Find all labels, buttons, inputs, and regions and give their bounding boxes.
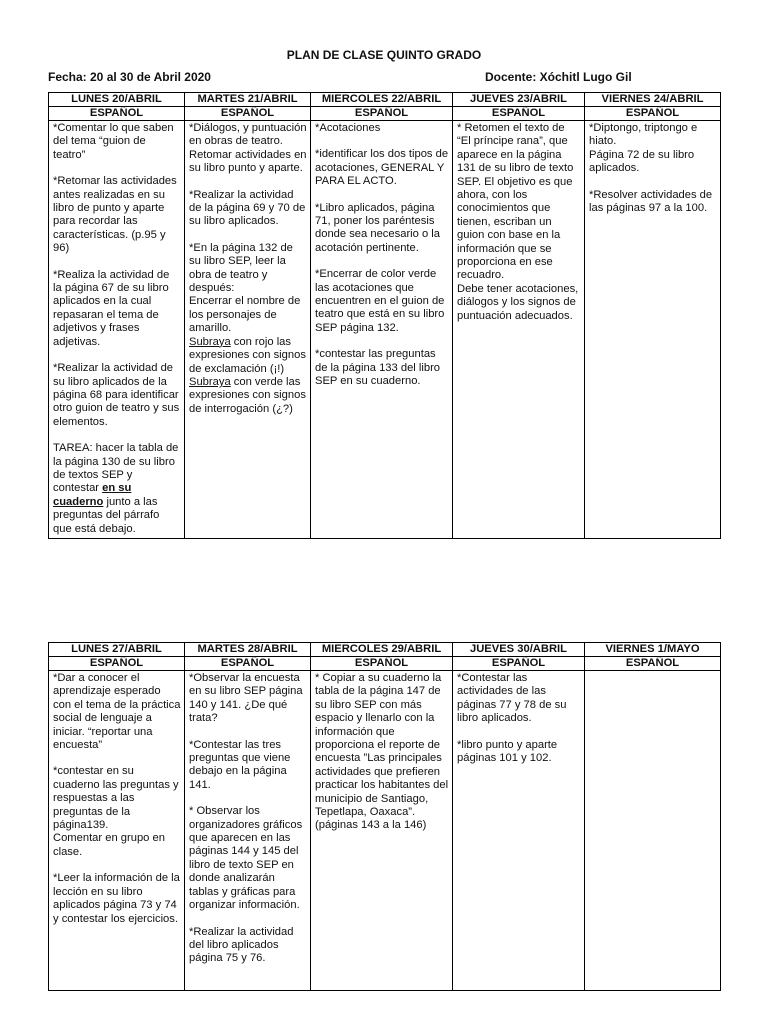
activity-text-part: con verde las expresiones con signos de interrogación (¿?) [189,375,306,415]
activity-text: *Realizar la actividad de la página 69 y 70 de su libro aplicados. [189,188,306,228]
subject-header: ESPAÑOL [311,657,453,671]
day-header-row [49,643,721,657]
activity-text: *Resolver actividades de las páginas 97 a la 100. [589,188,713,215]
activities-cell-jueves-30 [453,671,585,991]
activity-text: *Comentar lo que saben del tema “guion de teatro” [53,122,174,161]
subject-row [49,107,721,121]
homework-text [53,442,181,536]
homework-text-part: TAREA: hacer la tabla de la página 130 de su libro de textos SEP y contestar [53,442,179,495]
activities-cell-lunes-20 [49,121,185,539]
activity-text: *Acotaciones [315,122,381,134]
subject-row [49,657,721,671]
day-header: MARTES 28/ABRIL [185,643,311,657]
page-title: PLAN DE CLASE QUINTO GRADO [286,48,482,62]
activities-row [49,121,721,539]
activity-text: * Observar los organizadores gráficos que aparecen en las páginas 144 y 145 del libro de texto SEP en donde analizarán tablas y gráficas para organizar información. [189,805,303,912]
activity-text: *Observar la encuesta en su libro SEP página 140 y 141. ¿De qué trata? [189,672,303,725]
activity-text: *contestar las preguntas de la página 133 del libro SEP en su cuaderno. [315,348,441,388]
activity-text: *Libro aplicados, página 71, poner los paréntesis donde sea necesario o la acotación pertinente. [315,201,441,254]
activities-cell-jueves-23 [453,121,585,539]
activity-text: *contestar en su cuaderno las preguntas y respuestas a las preguntas de la página139. Comentar en grupo en clase. [53,765,179,858]
subject-header: ESPAÑOL [453,657,585,671]
day-header: LUNES 20/ABRIL [49,93,185,107]
activity-text: *Contestar las tres preguntas que viene debajo en la página 141. [189,738,291,791]
activity-text: *Diptongo, triptongo e hiato. Página 72 de su libro aplicados. [589,122,698,175]
week2-table [48,642,721,991]
activities-cell-martes-21 [185,121,311,539]
activity-text-part: con rojo las expresiones con signos de exclamación (¡!) [189,335,306,375]
activities-cell-lunes-27 [49,671,185,991]
day-header: VIERNES 24/ABRIL [585,93,721,107]
day-header: JUEVES 23/ABRIL [453,93,585,107]
activity-text: *Leer la información de la lección en su libro aplicados página 73 y 74 y contestar los ejercicios. [53,872,180,925]
week1-table [48,92,721,539]
homework-text-part: junto a las preguntas del párrafo que está debajo. [53,495,160,535]
day-header: MIERCOLES 29/ABRIL [311,643,453,657]
day-header: JUEVES 30/ABRIL [453,643,585,657]
day-header: LUNES 27/ABRIL [49,643,185,657]
subject-header: ESPAÑOL [49,107,185,121]
activity-text: *Realiza la actividad de la página 67 de su libro aplicados en la cual repasaran el tema de adjetivos y frases adjetivas. [53,268,170,348]
activity-text: *Dar a conocer el aprendizaje esperado con el tema de la práctica social de lenguaje a iniciar. “reportar una encuesta” [53,672,181,752]
activities-cell-martes-28 [185,671,311,991]
day-header: MARTES 21/ABRIL [185,93,311,107]
date-label: Fecha: 20 al 30 de Abril 2020 [48,70,211,84]
activities-cell-miercoles-22 [311,121,453,539]
subject-header: ESPAÑOL [311,107,453,121]
activities-cell-viernes-1 [585,671,721,991]
activity-text: * Retomen el texto de “El príncipe rana”, que aparece en la página 131 de su libro de texto SEP. El objetivo es que ahora, con los conocimientos que tienen, escriban un guion con base en la información que se proporciona en ese recuadro. Debe tener acotaciones, diálogos y los signos de puntuación adecuados. [457,122,579,322]
subject-header: ESPAÑOL [185,107,311,121]
subject-header: ESPAÑOL [453,107,585,121]
activity-text: *Diálogos, y puntuación en obras de teatro. Retomar actividades en su libro punto y aparte. [189,122,307,175]
activity-text [189,336,307,376]
activity-text: *En la página 132 de su libro SEP, leer la obra de teatro y después: Encerrar el nombre de los personajes de amarillo. [189,241,301,335]
underlined-word: Subraya [189,375,231,388]
activity-text [189,376,307,416]
day-header-row [49,93,721,107]
underlined-word: Subraya [189,335,231,348]
subject-header: ESPAÑOL [585,107,721,121]
activity-text: *identificar los dos tipos de acotaciones, GENERAL Y PARA EL ACTO. [315,148,449,188]
subject-header: ESPAÑOL [185,657,311,671]
activity-text: *Realizar la actividad del libro aplicados página 75 y 76. [189,925,294,965]
activities-row [49,671,721,991]
subject-header: ESPAÑOL [585,657,721,671]
day-header: MIERCOLES 22/ABRIL [311,93,453,107]
activity-text: *Contestar las actividades de las páginas 77 y 78 de su libro aplicados. [457,672,567,725]
activities-cell-viernes-24 [585,121,721,539]
activity-text: *Retomar las actividades antes realizadas en su libro de punto y aparte para recordar las características. (p.95 y 96) [53,175,177,255]
activity-text: * Copiar a su cuaderno la tabla de la página 147 de su libro SEP con más espacio y llenarlo con la información que proporciona el reporte de encuesta ”Las principales actividades que prefieren practicar los habitantes del municipio de Santiago, Tepetlapa, Oaxaca”. (páginas 143 a la 146) [315,672,449,832]
day-header: VIERNES 1/MAYO [585,643,721,657]
homework-emphasis: en su cuaderno [53,482,132,508]
activity-text: *Encerrar de color verde las acotaciones que encuentren en el guion de teatro que está en su libro SEP página 132. [315,268,445,334]
activity-text: *Realizar la actividad de su libro aplicados de la página 68 para identificar otro guion de teatro y sus elementos. [53,362,180,428]
subject-header: ESPAÑOL [49,657,185,671]
activities-cell-miercoles-29 [311,671,453,991]
teacher-label: Docente: Xóchitl Lugo Gil [485,70,632,84]
activity-text: *libro punto y aparte páginas 101 y 102. [457,738,558,765]
